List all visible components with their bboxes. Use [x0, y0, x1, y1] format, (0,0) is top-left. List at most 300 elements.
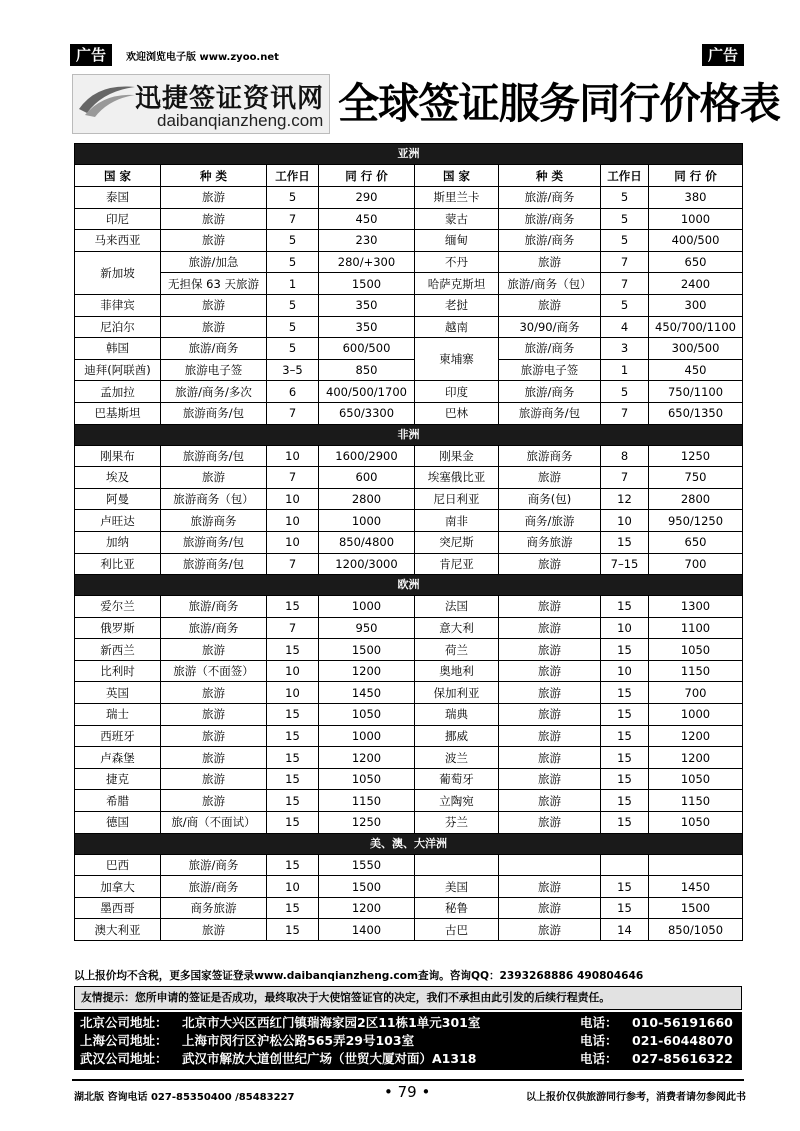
column-header: 国 家 — [415, 165, 499, 187]
country-cell: 刚果金 — [415, 445, 499, 467]
country-cell: 波兰 — [415, 747, 499, 769]
country-cell: 埃及 — [75, 467, 161, 489]
country-cell: 突尼斯 — [415, 531, 499, 553]
price-cell: 1100 — [649, 617, 743, 639]
table-row — [75, 359, 743, 381]
country-cell: 缅甸 — [415, 230, 499, 252]
country-cell: 柬埔寨 — [415, 338, 499, 381]
type-cell: 旅游 — [499, 294, 601, 316]
footer-disclaimer: 以上报价仅供旅游同行参考，消费者请勿参阅此书 — [526, 1092, 746, 1103]
country-cell: 蒙古 — [415, 208, 499, 230]
price-cell: 350 — [319, 316, 415, 338]
swoosh-logo-icon — [77, 79, 137, 119]
workdays-cell: 10 — [267, 682, 319, 704]
price-cell: 1200 — [319, 747, 415, 769]
price-cell: 1250 — [649, 445, 743, 467]
price-cell: 1550 — [319, 854, 415, 876]
price-cell: 230 — [319, 230, 415, 252]
region-heading: 非洲 — [75, 424, 743, 445]
type-cell: 旅游/商务 — [499, 187, 601, 209]
table-row — [75, 510, 743, 532]
type-cell: 无担保 63 天旅游 — [161, 273, 267, 295]
type-cell: 旅游/商务 — [499, 381, 601, 403]
column-header: 种 类 — [499, 165, 601, 187]
type-cell: 商务(包) — [499, 488, 601, 510]
workdays-cell: 5 — [267, 338, 319, 360]
country-cell: 西班牙 — [75, 725, 161, 747]
country-cell: 爱尔兰 — [75, 596, 161, 618]
country-cell: 希腊 — [75, 790, 161, 812]
country-cell: 老挝 — [415, 294, 499, 316]
region-row-americas — [75, 833, 743, 854]
table-row — [75, 897, 743, 919]
price-cell: 650 — [649, 251, 743, 273]
price-cell: 400/500/1700 — [319, 381, 415, 403]
workdays-cell: 5 — [267, 294, 319, 316]
type-cell: 旅/商（不面试） — [161, 812, 267, 834]
workdays-cell: 5 — [601, 294, 649, 316]
table-row — [75, 617, 743, 639]
type-cell: 旅游 — [499, 682, 601, 704]
table-row — [75, 768, 743, 790]
price-cell: 1150 — [319, 790, 415, 812]
country-cell: 俄罗斯 — [75, 617, 161, 639]
workdays-cell: 5 — [267, 230, 319, 252]
region-row-europe — [75, 575, 743, 596]
workdays-cell: 10 — [601, 617, 649, 639]
table-row — [75, 725, 743, 747]
country-cell: 捷克 — [75, 768, 161, 790]
table-row — [75, 208, 743, 230]
workdays-cell: 15 — [601, 876, 649, 898]
type-cell: 旅游 — [499, 639, 601, 661]
country-cell: 新加坡 — [75, 251, 161, 294]
country-cell: 肯尼亚 — [415, 553, 499, 575]
country-cell: 古巴 — [415, 919, 499, 941]
footer-edition-info: 湖北版 咨询电话 027-85350400 /85483227 — [74, 1092, 295, 1103]
workdays-cell: 7 — [267, 208, 319, 230]
price-cell: 1500 — [319, 273, 415, 295]
price-cell: 700 — [649, 682, 743, 704]
workdays-cell: 15 — [601, 812, 649, 834]
type-cell: 旅游 — [499, 812, 601, 834]
type-cell: 旅游 — [499, 617, 601, 639]
type-cell: 旅游/商务 — [161, 854, 267, 876]
country-cell: 葡萄牙 — [415, 768, 499, 790]
country-cell: 芬兰 — [415, 812, 499, 834]
price-cell: 1250 — [319, 812, 415, 834]
price-cell: 1000 — [319, 510, 415, 532]
phone-value: 010-56191660 — [632, 1015, 733, 1030]
country-cell: 德国 — [75, 812, 161, 834]
phone-value: 027-85616322 — [632, 1051, 733, 1066]
country-cell: 哈萨克斯坦 — [415, 273, 499, 295]
workdays-cell: 1 — [267, 273, 319, 295]
logo-domain-text: daibanqianzheng.com — [157, 111, 324, 130]
type-cell: 商务旅游 — [499, 531, 601, 553]
type-cell: 旅游 — [161, 919, 267, 941]
type-cell: 旅游/商务（包） — [499, 273, 601, 295]
price-cell: 290 — [319, 187, 415, 209]
type-cell: 旅游电子签 — [499, 359, 601, 381]
type-cell: 旅游 — [499, 897, 601, 919]
type-cell: 旅游 — [161, 467, 267, 489]
country-cell: 墨西哥 — [75, 897, 161, 919]
table-row — [75, 704, 743, 726]
type-cell: 旅游 — [161, 316, 267, 338]
column-header: 同 行 价 — [319, 165, 415, 187]
price-cell: 1500 — [649, 897, 743, 919]
address-label: 北京公司地址： — [80, 1015, 168, 1030]
price-cell: 950 — [319, 617, 415, 639]
page-number: • 79 • — [384, 1083, 431, 1101]
workdays-cell: 15 — [267, 725, 319, 747]
workdays-cell: 15 — [601, 790, 649, 812]
country-cell: 卢旺达 — [75, 510, 161, 532]
address-value: 上海市闵行区沪松公路565弄29号103室 — [182, 1033, 415, 1048]
type-cell: 旅游电子签 — [161, 359, 267, 381]
type-cell: 旅游（不面签） — [161, 660, 267, 682]
type-cell: 旅游 — [499, 704, 601, 726]
workdays-cell: 5 — [601, 187, 649, 209]
workdays-cell: 5 — [267, 187, 319, 209]
column-header: 国 家 — [75, 165, 161, 187]
workdays-cell: 10 — [267, 531, 319, 553]
region-heading: 亚洲 — [75, 144, 743, 165]
type-cell: 旅游/加急 — [161, 251, 267, 273]
price-cell: 1450 — [319, 682, 415, 704]
price-cell: 850/1050 — [649, 919, 743, 941]
price-cell: 1000 — [649, 208, 743, 230]
type-cell: 旅游/商务 — [499, 208, 601, 230]
region-row-africa — [75, 424, 743, 445]
address-label: 上海公司地址： — [80, 1033, 168, 1048]
country-cell: 印尼 — [75, 208, 161, 230]
country-cell: 保加利亚 — [415, 682, 499, 704]
price-cell: 1200 — [319, 897, 415, 919]
type-cell: 旅游 — [499, 768, 601, 790]
price-cell: 1150 — [649, 790, 743, 812]
footer-divider — [72, 1079, 744, 1081]
type-cell: 旅游商务 — [161, 510, 267, 532]
workdays-cell: 15 — [601, 725, 649, 747]
workdays-cell: 15 — [267, 747, 319, 769]
type-cell: 旅游 — [499, 660, 601, 682]
workdays-cell: 7 — [267, 617, 319, 639]
workdays-cell: 7 — [267, 402, 319, 424]
type-cell: 旅游 — [499, 725, 601, 747]
price-cell: 1300 — [649, 596, 743, 618]
type-cell: 旅游商务 — [499, 445, 601, 467]
phone-value: 021-60448070 — [632, 1033, 733, 1048]
type-cell: 旅游商务/包 — [161, 531, 267, 553]
workdays-cell: 14 — [601, 919, 649, 941]
type-cell — [499, 854, 601, 876]
type-cell: 旅游商务（包） — [161, 488, 267, 510]
type-cell: 旅游/商务 — [161, 596, 267, 618]
country-cell: 瑞士 — [75, 704, 161, 726]
price-cell: 650/3300 — [319, 402, 415, 424]
workdays-cell: 8 — [601, 445, 649, 467]
column-header: 种 类 — [161, 165, 267, 187]
workdays-cell: 4 — [601, 316, 649, 338]
country-cell: 荷兰 — [415, 639, 499, 661]
workdays-cell: 15 — [267, 897, 319, 919]
price-cell: 700 — [649, 553, 743, 575]
workdays-cell: 15 — [267, 854, 319, 876]
price-cell: 300/500 — [649, 338, 743, 360]
price-cell: 1050 — [319, 704, 415, 726]
type-cell: 旅游 — [499, 919, 601, 941]
table-row — [75, 747, 743, 769]
workdays-cell: 15 — [601, 596, 649, 618]
price-cell: 1000 — [649, 704, 743, 726]
type-cell: 旅游/商务/多次 — [161, 381, 267, 403]
address-label: 武汉公司地址： — [80, 1051, 168, 1066]
reminder-note: 友情提示：您所申请的签证是否成功，最终取决于大使馆签证官的决定，我们不承担由此引发的后续行程责任。 — [74, 986, 742, 1010]
address-row-wuhan — [80, 1050, 736, 1068]
workdays-cell: 15 — [267, 790, 319, 812]
visa-price-table — [74, 143, 743, 941]
price-cell: 600/500 — [319, 338, 415, 360]
type-cell: 旅游商务/包 — [161, 445, 267, 467]
price-cell: 650/1350 — [649, 402, 743, 424]
office-addresses — [74, 1012, 742, 1070]
phone-label: 电话： — [580, 1051, 618, 1066]
price-cell: 450 — [319, 208, 415, 230]
workdays-cell: 15 — [601, 704, 649, 726]
table-row — [75, 294, 743, 316]
country-cell: 比利时 — [75, 660, 161, 682]
workdays-cell: 10 — [267, 445, 319, 467]
country-cell: 阿曼 — [75, 488, 161, 510]
price-cell: 1500 — [319, 876, 415, 898]
price-cell: 1150 — [649, 660, 743, 682]
workdays-cell: 1 — [601, 359, 649, 381]
country-cell: 尼泊尔 — [75, 316, 161, 338]
type-cell: 旅游/商务 — [499, 338, 601, 360]
country-cell: 孟加拉 — [75, 381, 161, 403]
type-cell: 30/90/商务 — [499, 316, 601, 338]
price-cell: 2800 — [319, 488, 415, 510]
country-cell: 奥地利 — [415, 660, 499, 682]
workdays-cell: 15 — [601, 531, 649, 553]
price-cell: 1200 — [649, 747, 743, 769]
country-cell: 巴林 — [415, 402, 499, 424]
price-cell: 750 — [649, 467, 743, 489]
type-cell: 旅游商务/包 — [161, 553, 267, 575]
address-row-beijing — [80, 1014, 736, 1032]
country-cell: 斯里兰卡 — [415, 187, 499, 209]
country-cell: 立陶宛 — [415, 790, 499, 812]
workdays-cell: 15 — [267, 812, 319, 834]
country-cell: 韩国 — [75, 338, 161, 360]
type-cell: 旅游 — [499, 790, 601, 812]
country-cell: 尼日利亚 — [415, 488, 499, 510]
country-cell: 卢森堡 — [75, 747, 161, 769]
workdays-cell — [601, 854, 649, 876]
price-cell: 1200 — [319, 660, 415, 682]
workdays-cell: 7 — [601, 402, 649, 424]
type-cell: 旅游 — [161, 294, 267, 316]
type-cell: 旅游 — [161, 187, 267, 209]
country-cell: 不丹 — [415, 251, 499, 273]
table-row — [75, 251, 743, 273]
country-cell: 刚果布 — [75, 445, 161, 467]
workdays-cell: 15 — [601, 768, 649, 790]
type-cell: 旅游 — [499, 467, 601, 489]
column-header: 工作日 — [267, 165, 319, 187]
country-cell: 菲律宾 — [75, 294, 161, 316]
workdays-cell: 6 — [267, 381, 319, 403]
workdays-cell: 10 — [601, 660, 649, 682]
type-cell: 旅游/商务 — [161, 617, 267, 639]
price-cell: 1200/3000 — [319, 553, 415, 575]
price-cell — [649, 854, 743, 876]
price-cell: 400/500 — [649, 230, 743, 252]
price-cell: 2800 — [649, 488, 743, 510]
price-cell: 750/1100 — [649, 381, 743, 403]
price-cell: 280/+300 — [319, 251, 415, 273]
country-cell: 马来西亚 — [75, 230, 161, 252]
country-cell: 加纳 — [75, 531, 161, 553]
price-cell: 1200 — [649, 725, 743, 747]
brand-logo — [72, 74, 330, 134]
type-cell: 旅游 — [499, 553, 601, 575]
table-row — [75, 531, 743, 553]
type-cell: 旅游 — [161, 768, 267, 790]
price-cell: 450 — [649, 359, 743, 381]
column-header: 同 行 价 — [649, 165, 743, 187]
price-cell: 950/1250 — [649, 510, 743, 532]
type-cell: 旅游 — [161, 230, 267, 252]
logo-chinese-text: 迅捷签证资讯网 — [135, 84, 325, 114]
country-cell: 埃塞俄比亚 — [415, 467, 499, 489]
type-cell: 旅游 — [161, 208, 267, 230]
welcome-text: 欢迎浏览电子版 www.zyoo.net — [126, 52, 279, 63]
table-row — [75, 230, 743, 252]
workdays-cell: 10 — [267, 510, 319, 532]
price-cell: 1600/2900 — [319, 445, 415, 467]
price-note: 以上报价均不含税，更多国家签证登录www.daibanqianzheng.com查询。咨询QQ：2393268886 490804646 — [74, 970, 644, 982]
type-cell: 旅游 — [499, 251, 601, 273]
table-row — [75, 812, 743, 834]
price-cell: 380 — [649, 187, 743, 209]
type-cell: 旅游/商务 — [161, 876, 267, 898]
workdays-cell: 5 — [267, 251, 319, 273]
price-cell: 1050 — [649, 812, 743, 834]
price-cell: 300 — [649, 294, 743, 316]
table-row — [75, 639, 743, 661]
country-cell: 巴西 — [75, 854, 161, 876]
workdays-cell: 15 — [267, 768, 319, 790]
country-cell: 英国 — [75, 682, 161, 704]
workdays-cell: 10 — [601, 510, 649, 532]
phone-label: 电话： — [580, 1033, 618, 1048]
address-row-shanghai — [80, 1032, 736, 1050]
region-heading: 欧洲 — [75, 575, 743, 596]
type-cell: 商务旅游 — [161, 897, 267, 919]
type-cell: 旅游 — [499, 747, 601, 769]
page-headline: 全球签证服务同行价格表 — [338, 79, 780, 128]
country-cell: 巴基斯坦 — [75, 402, 161, 424]
type-cell: 旅游 — [499, 596, 601, 618]
country-cell: 意大利 — [415, 617, 499, 639]
workdays-cell: 10 — [267, 660, 319, 682]
price-cell: 1000 — [319, 725, 415, 747]
country-cell: 澳大利亚 — [75, 919, 161, 941]
ad-tag-right: 广告 — [702, 44, 744, 66]
price-cell: 1050 — [649, 639, 743, 661]
workdays-cell: 3–5 — [267, 359, 319, 381]
country-cell: 泰国 — [75, 187, 161, 209]
type-cell: 旅游 — [161, 790, 267, 812]
workdays-cell: 5 — [601, 208, 649, 230]
address-value: 北京市大兴区西红门镇瑞海家园2区11栋1单元301室 — [182, 1015, 481, 1030]
country-cell: 秘鲁 — [415, 897, 499, 919]
workdays-cell: 3 — [601, 338, 649, 360]
type-cell: 旅游商务/包 — [161, 402, 267, 424]
table-row — [75, 273, 743, 295]
workdays-cell: 15 — [601, 747, 649, 769]
price-cell: 450/700/1100 — [649, 316, 743, 338]
country-cell — [415, 854, 499, 876]
price-cell: 1500 — [319, 639, 415, 661]
price-cell: 2400 — [649, 273, 743, 295]
table-row — [75, 854, 743, 876]
workdays-cell: 15 — [267, 596, 319, 618]
table-row — [75, 402, 743, 424]
workdays-cell: 7 — [267, 467, 319, 489]
workdays-cell: 7 — [267, 553, 319, 575]
workdays-cell: 7 — [601, 251, 649, 273]
price-cell: 850 — [319, 359, 415, 381]
workdays-cell: 15 — [267, 919, 319, 941]
table-row — [75, 187, 743, 209]
table-row — [75, 445, 743, 467]
table-row — [75, 467, 743, 489]
price-cell: 1050 — [319, 768, 415, 790]
address-value: 武汉市解放大道创世纪广场（世贸大厦对面）A1318 — [182, 1051, 477, 1066]
region-heading: 美、澳、大洋洲 — [75, 833, 743, 854]
column-header: 工作日 — [601, 165, 649, 187]
type-cell: 旅游 — [161, 639, 267, 661]
type-cell: 旅游 — [161, 725, 267, 747]
country-cell: 挪威 — [415, 725, 499, 747]
workdays-cell: 15 — [601, 639, 649, 661]
workdays-cell: 7 — [601, 467, 649, 489]
price-cell: 350 — [319, 294, 415, 316]
table-row — [75, 660, 743, 682]
country-cell: 迪拜(阿联酋) — [75, 359, 161, 381]
country-cell: 利比亚 — [75, 553, 161, 575]
type-cell: 旅游 — [161, 682, 267, 704]
table-row — [75, 596, 743, 618]
workdays-cell: 15 — [267, 704, 319, 726]
table-row — [75, 876, 743, 898]
country-cell: 瑞典 — [415, 704, 499, 726]
workdays-cell: 12 — [601, 488, 649, 510]
workdays-cell: 5 — [601, 381, 649, 403]
country-cell: 美国 — [415, 876, 499, 898]
type-cell: 商务/旅游 — [499, 510, 601, 532]
workdays-cell: 7–15 — [601, 553, 649, 575]
country-cell: 印度 — [415, 381, 499, 403]
table-row — [75, 338, 743, 360]
price-cell: 1450 — [649, 876, 743, 898]
type-cell: 旅游 — [161, 704, 267, 726]
phone-label: 电话： — [580, 1015, 618, 1030]
